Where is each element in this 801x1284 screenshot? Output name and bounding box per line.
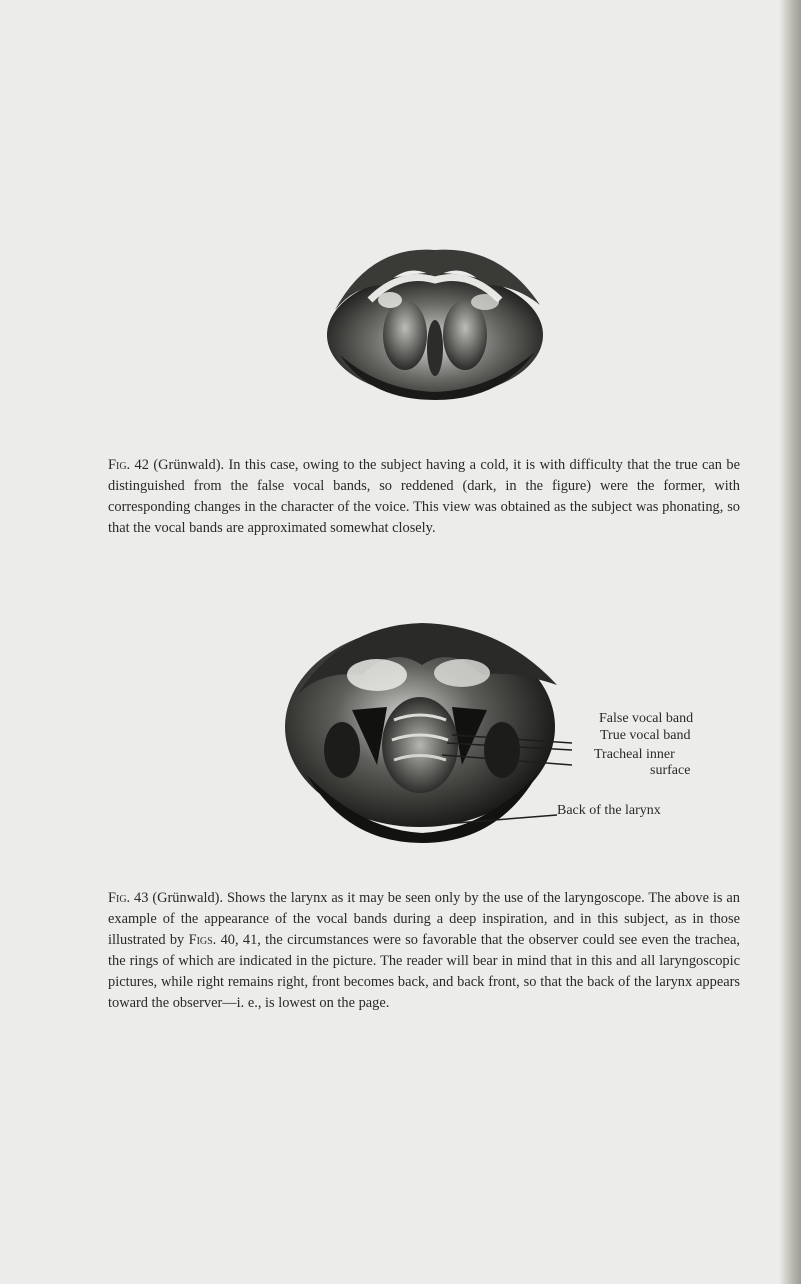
- label-back-of-larynx: Back of the larynx: [557, 803, 661, 818]
- label-tracheal-inner: Tracheal inner: [594, 747, 675, 762]
- figure-43-caption-text-2: 40, 41, the circumstances were so favorable that the observer could see even the trachea, the rings of which are indicated in the picture. The reader will bear in mind that in this and all laryngoscopic pictures, while right remains right, front becomes back, and back front, so that the back of the larynx appears toward the observer—i. e., is lowest on the page.: [108, 932, 740, 1011]
- label-false-vocal-band: False vocal band: [599, 711, 694, 726]
- label-true-vocal-band: True vocal band: [600, 728, 691, 743]
- figure-43-caption: [108, 888, 740, 1014]
- figures-reference: Figs.: [188, 932, 217, 948]
- page-edge-shadow: [779, 0, 801, 1284]
- figure-42-caption-text: (Grünwald). In this case, owing to the subject having a cold, it is with difficulty that the true can be distinguished from the false vocal bands, so reddened (dark, in the figure) were the former, with corresponding changes in the character of the voice. This view was obtained as the subject was phonating, so that the vocal bands are approximated somewhat closely.: [108, 457, 740, 536]
- larynx-illustration-fig-42: [310, 240, 560, 405]
- figure-42-label: Fig. 42: [108, 457, 149, 473]
- larynx-illustration-fig-43: [282, 615, 572, 845]
- label-surface: surface: [650, 763, 691, 778]
- figure-42-caption: [108, 455, 740, 539]
- figure-43-label: Fig. 43: [108, 890, 149, 906]
- figure-43-caption-text-1: (Grünwald). Shows the larynx as it may be seen only by the use of the laryngoscope. The above is an example of the appearance of the vocal bands during a deep inspiration, and in this subject, as in those illustrated by: [108, 890, 740, 948]
